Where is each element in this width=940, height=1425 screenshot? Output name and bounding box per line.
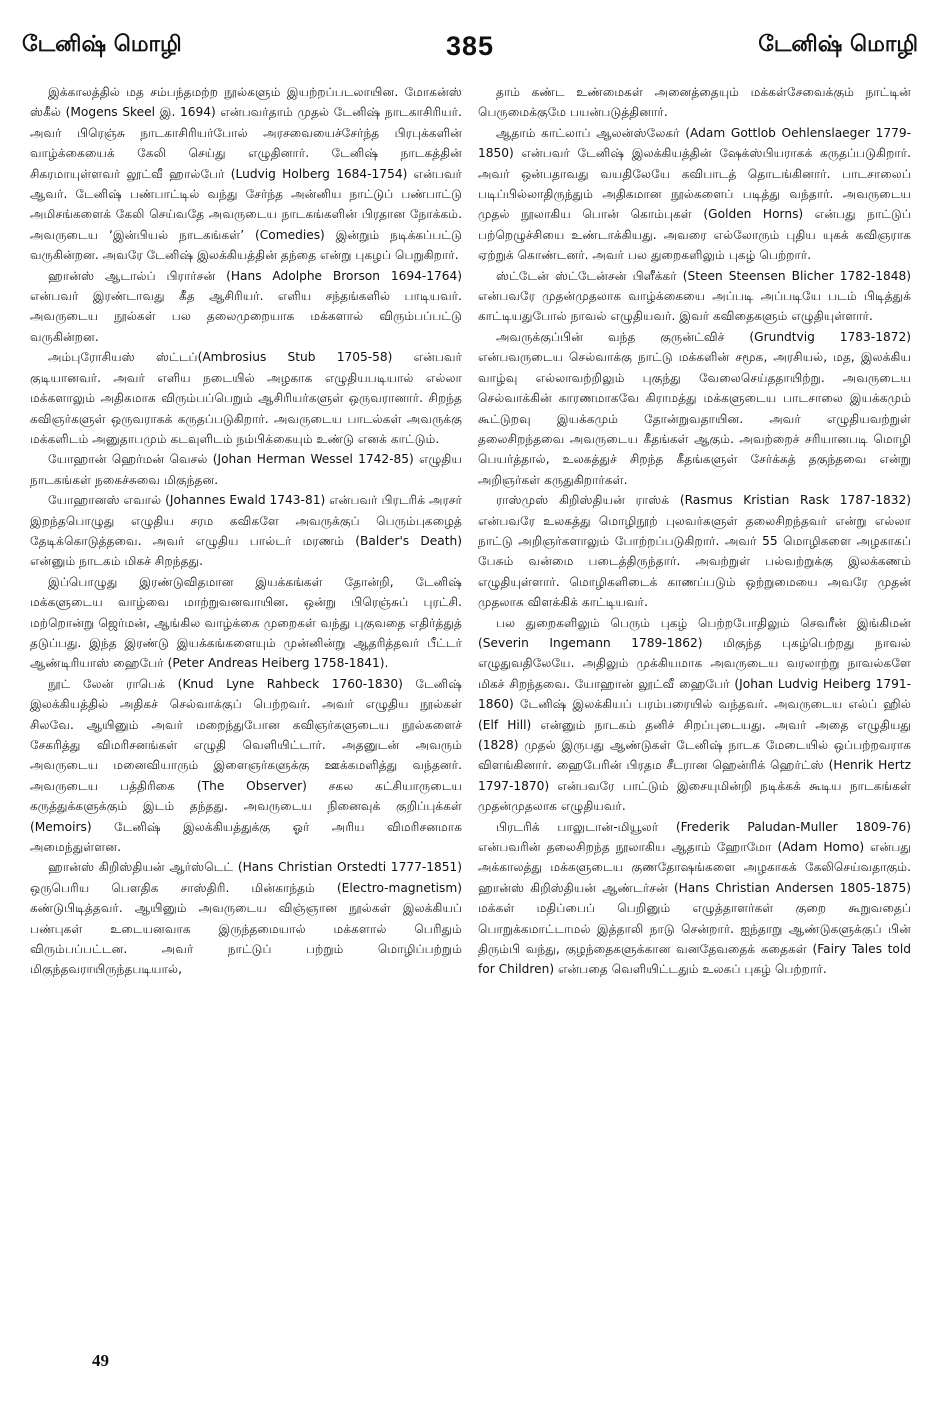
running-head: [22, 26, 918, 66]
paragraph-ambrosius-stub: அம்புரோசியஸ் ஸ்ட்டப்(Ambrosius Stub 1705-58) என்பவர் குடியானவர். அவர் எளிய நடையில் அழகாக எழுதியபடியால் எல்லா மக்களாலும் அதிகமாக விரும்பப்பெறும் ஆசிரியர்களுள் ஒருவரானார். சிறந்த கவிஞர்களுள் ஒருவராகக் கருதப்படுகிறார். அவருடைய பாடல்கள் அவருக்கு மக்களிடம் அனுதாபமும் கடவுளிடம் நம்பிக்கையும் உண்டு எனக் காட்டும்.: [30, 350, 462, 446]
left-column: [30, 82, 462, 1334]
paragraph-brorson: ஹான்ஸ் ஆடால்ப் பிரார்சன் (Hans Adolphe Brorson 1694-1764) என்பவர் இரண்டாவது கீத ஆசிரியர். எளிய சந்தங்களில் பாடியவர். அவருடைய நூல்கள் பல தலைமுறையாக மக்களால் விரும்பப்பட்டு வருகின்றன.: [30, 268, 462, 344]
paragraph-mogens-skeel-holberg: இக்காலத்தில் மத சம்பந்தமற்ற நூல்களும் இயற்றப்படலாயின. மோகன்ஸ் ஸ்கீல் (Mogens Skeel இ. 1694) என்பவர்தாம் முதல் டேனிஷ் நாடகாசிரியர். அவர் பிரெஞ்சு நாடகாசிரியர்போல் அரசவையைச்சேர்ந்த பிரபுக்களின் வாழ்க்கையைக் கேலி செய்து எழுதினார். டேனிஷ் நாடகத்தின் சிகரமாயுள்ளவர் லூட்வீ ஹால்பேர் (Ludvig Holberg 1684-1754) என்பவர் ஆவர். டேனிஷ் பண்பாட்டில் வந்து சேர்ந்த அன்னிய நாட்டுப் பண்பாட்டு அமிசங்களைக் கேலி செய்வதே அவருடைய நாடகங்களின் பிரதான நோக்கம். அவருடைய ‘இன்பியல் நாடகங்கள்’ (Comedies) இன்றும் நடிக்கப்பட்டு வருகின்றன. அவரே டேனிஷ் இலக்கியத்தின் தந்தை என்று புகழப் பெறுகிறார்.: [30, 85, 462, 263]
paragraph-ingemann-heiberg-hertz: பல துறைகளிலும் பெரும் புகழ் பெற்றபோதிலும் செவரீன் இங்கிமன் (Severin Ingemann 1789-1862) மிகுந்த புகழ்பெற்றது நாவல் எழுதுவதிலேயே. அதிலும் முக்கியமாக அவருடைய வரலாற்று நாவல்களே மிகச் சிறந்தவை. யோஹான் லூட்வீ ஹைபேர் (Johan Ludvig Heiberg 1791-1860) டேனிஷ் இலக்கியப் பரம்பரையில் வந்தவர். அவருடைய எல்ப் ஹில் (Elf Hill) என்னும் நாடகம் தனிச் சிறப்புடையது. அவர் அதை எழுதியது (1828) முதல் இருபது ஆண்டுகள் டேனிஷ் நாடக மேடையில் ஒப்பற்றவராக விளங்கினார். ஹைபேரின் பிரதம சீடரான ஹென்ரிக் ஹெர்ட்ஸ் (Henrik Hertz 1797-1870) என்பவரே பாட்டும் இசையுமின்றி நடிக்கக் கூடிய நாடகங்கள் முதன்முதலாக எழுதியவர்.: [478, 615, 911, 814]
paragraph-rask: ராஸ்முஸ் கிறிஸ்தியன் ராஸ்க் (Rasmus Kristian Rask 1787-1832) என்பவரே உலகத்து மொழிநூற் புலவர்களுள் தலைசிறந்தவர் என்று எல்லா நாட்டு அறிஞர்களாலும் போற்றப்படுகிறார். அவர் 55 மொழிகளை அழகாகப் பேசும் வன்மை படைத்திருந்தார். அவற்றுள் பல்வற்றுக்கு இலக்கணம் எழுதியுள்ளார். மொழிகளிடைக் காணப்படும் ஒற்றுமையை அவரே முதன் முதலாக விளக்கிக் காட்டியவர்.: [478, 493, 911, 610]
paragraph-ewald: யோஹானஸ் எவால் (Johannes Ewald 1743-81) என்பவர் பிரடரிக் அரசர் இறந்தபொழுது எழுதிய சரம கவிகளே அவருக்குப் பெரும்புகழைத் தேடிக்கொடுத்தவை. அவர் எழுதிய பால்டர் மரணம் (Balder's Death) என்னும் நாடகம் மிகச் சிறந்தது.: [30, 493, 462, 569]
page-number: 385: [445, 30, 495, 61]
paragraph-grundtvig: அவருக்குப்பின் வந்த குருன்ட்விச் (Grundtvig 1783-1872) என்பவருடைய செல்வாக்கு நாட்டு மக்களின் சமூக, அரசியல், மத, இலக்கிய வாழ்வு எல்லாவற்றிலும் புகுந்து வேலைசெய்ததாயிற்று. அவருடைய செல்வாக்கின் காரணமாகவே கிராமத்து மக்களுடைய பாடசாலை இயக்கமும் கூட்டுறவு இயக்கமும் தோன்றுவதாயின. அவர் எழுதியவற்றுள் தலைசிறந்தவை அவருடைய கீதங்கள் ஆகும். அவற்றைச் சரியானபடி மொழி பெயர்த்தால், உலகத்துச் சிறந்த கீதங்களுள் சேர்க்கத் தகுந்தவை என்று அறிஞர்கள் கருதுகிறார்கள்.: [478, 329, 911, 487]
paragraph-wessel: யோஹான் ஹெர்மன் வெசல் (Johan Herman Wessel 1742-85) எழுதிய நாடகங்கள் நகைச்சுவை மிகுந்தன.: [30, 452, 462, 487]
paragraph-oehlenschlaeger: ஆதாம் காட்லாப் ஆலன்ஸ்லேகர் (Adam Gottlob Oehlenslaeger 1779-1850) என்பவர் டேனிஷ் இலக்கியத்தின் ஷேக்ஸ்பியராகக் கருதப்படுகிறார். அவர் ஒன்பதாவது வயதிலேயே கவிபாடத் தொடங்கினார். பாடசாலைப் படிப்பில்லாதிருந்தும் அதிகமான நூல்களைப் படித்து வந்தார். அவருடைய முதல் நூலாகிய பொன் கொம்புகள் (Golden Horns) என்பது நாட்டுப் பற்றெழுச்சியை உண்டாக்கியது. அவரை எல்லோரும் புதிய யுகக் கவிஞராக ஏற்றுக் கொண்டனர். அவர் பல துறைகளிலும் புகழ் பெற்றார்.: [478, 125, 911, 263]
running-head-right: டேனிஷ் மொழி: [758, 32, 918, 57]
paragraph-rahbeck: நூட் லேன் ராபெக் (Knud Lyne Rahbeck 1760-1830) டேனிஷ் இலக்கியத்தில் அதிகச் செல்வாக்குப் பெற்றவர். அவர் எழுதிய நூல்கள் சிலவே. ஆயினும் அவர் மறைந்துபோன கவிஞர்களுடைய நூல்களைச் சேகரித்து விமரிசனங்கள் எழுதி வெளியிட்டார். அதனுடன் அவரும் அவருடைய மனைவியாரும் இளைஞர்களுக்கு ஊக்கமளித்து வந்தனர். அவருடைய பத்திரிகை (The Observer) சகல கட்சியாருடைய கருத்துக்களுக்கும் இடம் தந்தது. அவருடைய நினைவுக் குறிப்புக்கள் (Memoirs) டேனிஷ் இலக்கியத்துக்கு ஓர் அரிய விமரிசனமாக அமைந்துள்ளன.: [30, 676, 462, 855]
folio-number: 49: [92, 1351, 109, 1370]
paragraph-paludan-muller-andersen: பிரடரிக் பாலுடான்-மியூலர் (Frederik Paludan-Muller 1809-76) என்பவரின் தலைசிறந்த நூலாகிய ஆதாம் ஹோமோ (Adam Homo) என்பது அக்காலத்து மக்களுடைய குணதோஷங்களை அழகாகக் கேலிசெய்வதாகும். ஹான்ஸ் கிறிஸ்தியன் ஆண்டர்சன் (Hans Christian Andersen 1805-1875) மக்கள் மதிப்பைப் பெறினும் எழுத்தாளர்கள் குறை கூறுவதைப் பொறுக்கமாட்டாமல் இத்தாலி நாடு சென்றார். ஐந்தாறு ஆண்டுகளுக்குப் பின் திரும்பி வந்து, குழந்தைகளுக்கான வனதேவதைக் கதைகள் (Fairy Tales told for Children) என்பதை வெளியிட்டதும் உலகப் புகழ் பெற்றார்.: [478, 819, 911, 977]
right-column: [478, 82, 911, 1334]
paragraph-orsted-continued: தாம் கண்ட உண்மைகள் அனைத்தையும் மக்கள்சேவைக்கும் நாட்டின் பெருமைக்குமே பயன்படுத்தினார்.: [478, 85, 911, 120]
paragraph-orsted: ஹான்ஸ் கிறிஸ்தியன் ஆர்ஸ்டெட் (Hans Christian Orstedti 1777-1851) ஒருபெரிய பௌதிக சாஸ்திரி. மின்காந்தம் (Electro-magnetism) கண்டுபிடித்தவர். ஆயினும் அவருடைய விஞ்ஞான நூல்கள் இலக்கியப் பண்புகள் உடையனவாக இருந்தமையால் மக்களால் பெரிதும் விரும்பப்பட்டன. அவர் நாட்டுப் பற்றும் மொழிப்பற்றும் மிகுந்தவராயிருந்தபடியால்,: [30, 860, 462, 977]
paragraph-two-movements: இப்பொழுது இரண்டுவிதமான இயக்கங்கள் தோன்றி, டேனிஷ் மக்களுடைய வாழ்வை மாற்றுவனவாயின. ஒன்று பிரெஞ்சுப் புரட்சி. மற்றொன்று ஜெர்மன், ஆங்கில வாழ்க்கை முறைகள் வந்து புகுவதை எதிர்த்துத் தடுப்பது. இந்த இரண்டு இயக்கங்களையும் முன்னின்று ஆதரித்தவர் பீட்டர் ஆண்டிரியாஸ் ஹைபேர் (Peter Andreas Heiberg 1758-1841).: [30, 574, 462, 671]
paragraph-blicher: ஸ்ட்டேன் ஸ்ட்டேன்சன் பிளீக்கர் (Steen Steensen Blicher 1782-1848) என்பவரே முதன்முதலாக வாழ்க்கையை அப்படி அப்படியே படம் பிடித்துக் காட்டியதுபோல் நாவல் எழுதியவர். இவர் கவிதைகளும் எழுதியுள்ளார்.: [478, 268, 911, 324]
running-head-left: டேனிஷ் மொழி: [22, 32, 182, 57]
